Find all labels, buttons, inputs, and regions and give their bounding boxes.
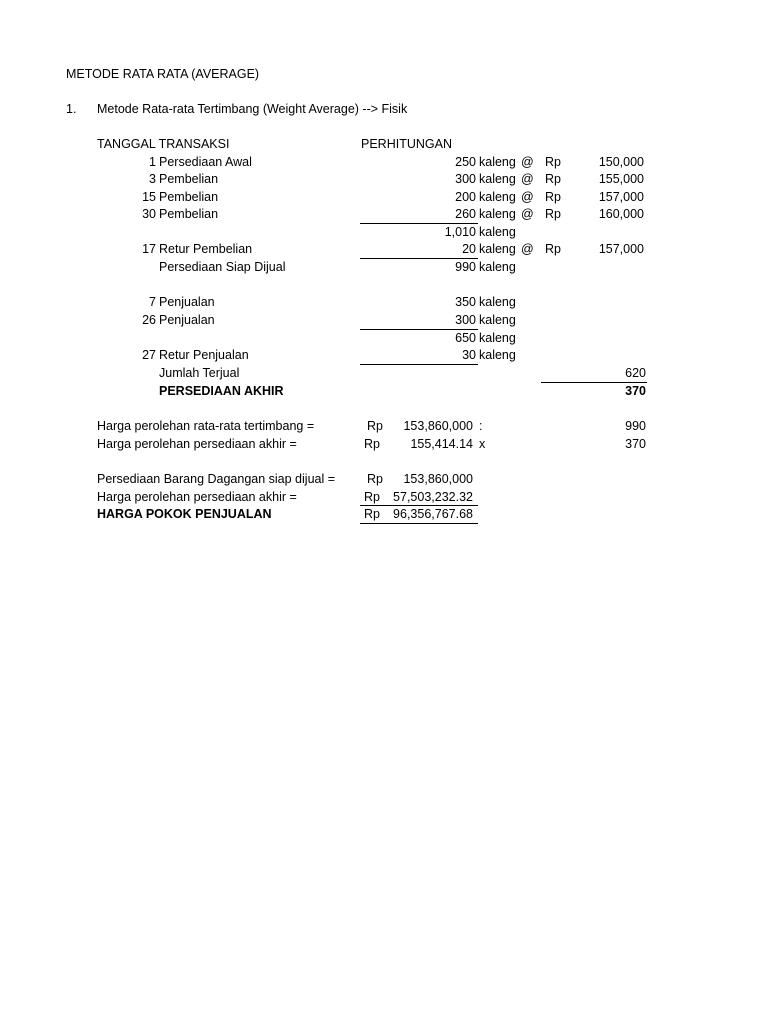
row-description: Penjualan bbox=[159, 313, 215, 327]
subtotal-rule bbox=[360, 364, 478, 365]
row-quantity: 200 bbox=[455, 190, 476, 204]
row-at-sign: @ bbox=[521, 242, 534, 256]
row-day: 30 bbox=[142, 207, 156, 221]
row-description: Pembelian bbox=[159, 207, 219, 221]
summary-label: HARGA POKOK PENJUALAN bbox=[97, 507, 272, 521]
row-unit: kaleng bbox=[479, 155, 516, 169]
row-description: Persediaan Awal bbox=[159, 155, 252, 169]
calc-operator: x bbox=[479, 437, 486, 451]
row-unit-price: 155,000 bbox=[598, 172, 644, 186]
calc-value: 370 bbox=[625, 437, 646, 451]
subtotal-quantity: 1,010 bbox=[444, 225, 476, 239]
calc-amount: 153,860,000 bbox=[403, 419, 473, 433]
row-quantity: 350 bbox=[455, 295, 476, 309]
summary-currency: Rp bbox=[364, 490, 380, 504]
summary-amount: 153,860,000 bbox=[403, 472, 473, 486]
row-value: 370 bbox=[625, 384, 646, 398]
summary-currency: Rp bbox=[367, 472, 383, 486]
row-unit: kaleng bbox=[479, 331, 516, 345]
row-day: 3 bbox=[149, 172, 156, 186]
row-currency: Rp bbox=[545, 242, 561, 256]
row-day: 27 bbox=[142, 348, 156, 362]
row-quantity: 20 bbox=[462, 242, 476, 256]
row-day: 7 bbox=[149, 295, 156, 309]
row-quantity: 300 bbox=[455, 172, 476, 186]
row-unit: kaleng bbox=[479, 207, 516, 221]
calc-value: 990 bbox=[625, 419, 646, 433]
row-currency: Rp bbox=[545, 190, 561, 204]
header-date-transaction: TANGGAL TRANSAKSI bbox=[97, 137, 230, 151]
row-unit: kaleng bbox=[479, 225, 516, 239]
total-rule bbox=[360, 523, 478, 524]
calc-label: Harga perolehan rata-rata tertimbang = bbox=[97, 419, 315, 433]
row-currency: Rp bbox=[545, 207, 561, 221]
row-unit: kaleng bbox=[479, 313, 516, 327]
row-at-sign: @ bbox=[521, 207, 534, 221]
row-quantity: 250 bbox=[455, 155, 476, 169]
calc-amount: 155,414.14 bbox=[410, 437, 473, 451]
row-description: Retur Penjualan bbox=[159, 348, 249, 362]
header-calculation: PERHITUNGAN bbox=[361, 137, 452, 151]
row-unit-price: 150,000 bbox=[598, 155, 644, 169]
summary-label: Persediaan Barang Dagangan siap dijual = bbox=[97, 472, 336, 486]
row-description: PERSEDIAAN AKHIR bbox=[159, 384, 284, 398]
row-quantity: 300 bbox=[455, 313, 476, 327]
row-at-sign: @ bbox=[521, 190, 534, 204]
calc-label: Harga perolehan persediaan akhir = bbox=[97, 437, 297, 451]
row-unit: kaleng bbox=[479, 260, 516, 274]
calc-currency: Rp bbox=[367, 419, 383, 433]
row-quantity: 260 bbox=[455, 207, 476, 221]
subtotal-quantity: 650 bbox=[455, 331, 476, 345]
row-description: Jumlah Terjual bbox=[159, 366, 240, 380]
row-unit: kaleng bbox=[479, 242, 516, 256]
row-description: Pembelian bbox=[159, 190, 219, 204]
row-description: Retur Pembelian bbox=[159, 242, 253, 256]
row-description: Pembelian bbox=[159, 172, 219, 186]
row-unit-price: 157,000 bbox=[598, 242, 644, 256]
row-unit: kaleng bbox=[479, 172, 516, 186]
section-number: 1. bbox=[66, 102, 77, 116]
row-unit-price: 160,000 bbox=[598, 207, 644, 221]
row-description: Persediaan Siap Dijual bbox=[159, 260, 286, 274]
section-title: Metode Rata-rata Tertimbang (Weight Average) --> Fisik bbox=[97, 102, 408, 116]
row-day: 1 bbox=[149, 155, 156, 169]
row-currency: Rp bbox=[545, 155, 561, 169]
row-unit: kaleng bbox=[479, 190, 516, 204]
row-unit: kaleng bbox=[479, 348, 516, 362]
row-quantity: 990 bbox=[455, 260, 476, 274]
summary-currency: Rp bbox=[364, 507, 380, 521]
summary-amount: 96,356,767.68 bbox=[393, 507, 473, 521]
row-day: 15 bbox=[142, 190, 156, 204]
row-unit-price: 157,000 bbox=[598, 190, 644, 204]
row-at-sign: @ bbox=[521, 155, 534, 169]
row-day: 26 bbox=[142, 313, 156, 327]
calc-operator: : bbox=[479, 419, 483, 433]
row-quantity: 30 bbox=[462, 348, 476, 362]
row-at-sign: @ bbox=[521, 172, 534, 186]
row-value: 620 bbox=[625, 366, 646, 380]
summary-label: Harga perolehan persediaan akhir = bbox=[97, 490, 297, 504]
row-currency: Rp bbox=[545, 172, 561, 186]
row-day: 17 bbox=[142, 242, 156, 256]
document-title: METODE RATA RATA (AVERAGE) bbox=[66, 67, 260, 81]
summary-amount: 57,503,232.32 bbox=[393, 490, 473, 504]
calc-currency: Rp bbox=[364, 437, 380, 451]
row-description: Penjualan bbox=[159, 295, 215, 309]
row-unit: kaleng bbox=[479, 295, 516, 309]
